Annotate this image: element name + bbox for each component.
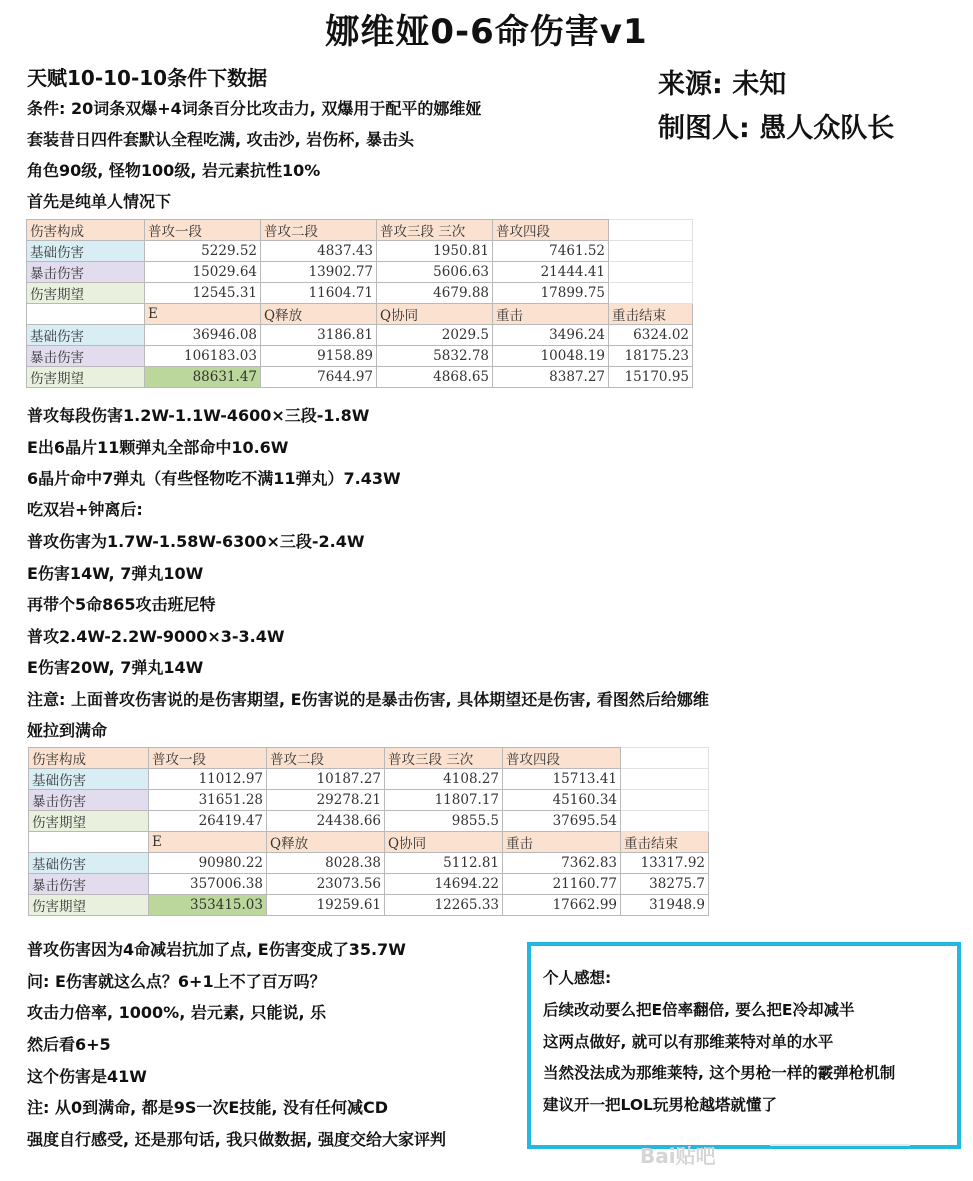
thoughts-line: 建议开一把LOL玩男枪越塔就懂了 [543,1096,777,1114]
conclusion-line: 普攻伤害因为4命减岩抗加了点, E伤害变成了35.7W [27,940,406,959]
table-cell: 90980.22 [149,853,267,874]
table-cell: 1950.81 [377,241,493,262]
row-label: 伤害期望 [27,367,145,388]
table-cell: 14694.22 [385,874,503,895]
table-row [29,853,709,874]
table-cell: 9158.89 [261,346,377,367]
table-cell: 21444.41 [493,262,609,283]
table-header-cell: 伤害构成 [29,748,149,769]
table-header-row [29,748,709,769]
table-row [27,241,693,262]
table-header-cell: Q释放 [267,832,385,853]
note-line: E伤害14W, 7弹丸10W [27,564,204,583]
table-header-cell: Q协同 [377,304,493,325]
table-cell: 5606.63 [377,262,493,283]
table-cell: 4679.88 [377,283,493,304]
table-row [27,283,693,304]
conclusion-line: 问: E伤害就这么点？6+1上不了百万吗？ [27,972,326,991]
table-header-cell: 普攻四段 [493,220,609,241]
table-cell: 4108.27 [385,769,503,790]
table-cell: 26419.47 [149,811,267,832]
table-row [29,769,709,790]
conclusion-line: 然后看6+5 [27,1035,111,1054]
table-header-cell: 普攻二段 [261,220,377,241]
table-header-cell: 普攻一段 [145,220,261,241]
table-cell: 4868.65 [377,367,493,388]
table-row [27,325,693,346]
table-cell: 11807.17 [385,790,503,811]
damage-table-c0 [26,219,693,388]
table-cell: 11012.97 [149,769,267,790]
row-label: 基础伤害 [29,769,149,790]
table-cell: 8387.27 [493,367,609,388]
table-cell: 9855.5 [385,811,503,832]
table-cell: 19259.61 [267,895,385,916]
table-header-cell: E [145,304,261,325]
table-cell: 13902.77 [261,262,377,283]
table-cell: 5832.78 [377,346,493,367]
row-label: 基础伤害 [27,325,145,346]
table-row [29,874,709,895]
table-cell: 11604.71 [261,283,377,304]
table-header-row [29,832,709,853]
table-header-cell: 普攻一段 [149,748,267,769]
note-line: 6晶片命中7弹丸（有些怪物吃不满11弹丸）7.43W [27,469,401,488]
note-line: E伤害20W, 7弹丸14W [27,658,204,677]
table-header-cell [27,304,145,325]
table-cell: 36946.08 [145,325,261,346]
table-cell: 12545.31 [145,283,261,304]
table-cell: 17662.99 [503,895,621,916]
table-cell: 29278.21 [267,790,385,811]
table-cell: 3496.24 [493,325,609,346]
thoughts-line: 当然没法成为那维莱特, 这个男枪一样的霰弹枪机制 [543,1064,896,1082]
table-row [29,790,709,811]
table-cell: 7644.97 [261,367,377,388]
table-cell: 15713.41 [503,769,621,790]
page-title: 娜维娅0-6命伤害v1 [325,12,648,52]
thoughts-heading: 个人感想: [543,969,612,987]
thoughts-line: 后续改动要么把E倍率翻倍, 要么把E冷却减半 [543,1001,855,1019]
table-header-row [27,304,693,325]
table-header-cell: 普攻三段 三次 [377,220,493,241]
intro-line: 套装昔日四件套默认全程吃满, 攻击沙, 岩伤杯, 暴击头 [27,130,414,149]
table-header-cell [29,832,149,853]
watermark-logo: Bai贴吧 [640,1144,716,1168]
table-header-cell: E [149,832,267,853]
table-header-cell: 重击结束 [609,304,693,325]
table-row [27,367,693,388]
note-line: 吃双岩+钟离后: [27,500,143,519]
table-cell: 38275.7 [621,874,709,895]
note-line: 普攻每段伤害1.2W-1.1W-4600×三段-1.8W [27,406,370,425]
table-cell: 31948.9 [621,895,709,916]
table-cell-highlight: 88631.47 [145,367,261,388]
table-row [27,262,693,283]
table-cell-highlight: 353415.03 [149,895,267,916]
note-line: 注意: 上面普攻伤害说的是伤害期望, E伤害说的是暴击伤害, 具体期望还是伤害, 看图然后给娜维 [27,690,709,709]
table-cell: 6324.02 [609,325,693,346]
personal-thoughts-box [527,942,961,1149]
author-line: 制图人: 愚人众队长 [658,113,895,144]
row-label: 伤害期望 [29,895,149,916]
row-label: 暴击伤害 [27,346,145,367]
conclusion-line: 注: 从0到满命, 都是9S一次E技能, 没有任何减CD [27,1098,389,1117]
table-cell: 18175.23 [609,346,693,367]
table-cell: 31651.28 [149,790,267,811]
table-cell: 24438.66 [267,811,385,832]
table-cell: 106183.03 [145,346,261,367]
table-cell: 13317.92 [621,853,709,874]
table-header-cell: 重击 [493,304,609,325]
row-label: 暴击伤害 [29,790,149,811]
row-label: 暴击伤害 [29,874,149,895]
note-line: 普攻2.4W-2.2W-9000×3-3.4W [27,627,285,646]
table-header-cell: 重击 [503,832,621,853]
table-cell: 8028.38 [267,853,385,874]
table-cell: 5229.52 [145,241,261,262]
row-label: 伤害期望 [29,811,149,832]
row-label: 伤害期望 [27,283,145,304]
table-header-row [27,220,693,241]
table-row [27,346,693,367]
conclusion-line: 这个伤害是41W [27,1067,147,1086]
table-row [29,811,709,832]
table-cell: 2029.5 [377,325,493,346]
table-cell: 7461.52 [493,241,609,262]
conclusion-line: 攻击力倍率, 1000%, 岩元素, 只能说, 乐 [27,1003,327,1022]
row-label: 基础伤害 [27,241,145,262]
table-header-cell: 伤害构成 [27,220,145,241]
note-line: E出6晶片11颗弹丸全部命中10.6W [27,438,289,457]
table-cell: 21160.77 [503,874,621,895]
note-line: 娅拉到满命 [27,721,108,740]
table-cell: 45160.34 [503,790,621,811]
damage-table-c6 [28,747,709,916]
table-header-cell: 重击结束 [621,832,709,853]
table-cell: 5112.81 [385,853,503,874]
table-cell: 10048.19 [493,346,609,367]
table-header-cell: Q协同 [385,832,503,853]
table-cell: 7362.83 [503,853,621,874]
table-header-cell: 普攻四段 [503,748,621,769]
table-header-cell: 普攻二段 [267,748,385,769]
table-cell: 37695.54 [503,811,621,832]
table-cell: 4837.43 [261,241,377,262]
table-header-cell: 普攻三段 三次 [385,748,503,769]
intro-line: 角色90级, 怪物100级, 岩元素抗性10% [27,161,321,180]
table-cell: 15029.64 [145,262,261,283]
intro-line: 条件: 20词条双爆+4词条百分比攻击力, 双爆用于配平的娜维娅 [27,99,482,118]
table-cell: 12265.33 [385,895,503,916]
table-cell: 23073.56 [267,874,385,895]
note-line: 再带个5命865攻击班尼特 [27,595,216,614]
subtitle: 天赋10-10-10条件下数据 [27,66,268,90]
watermark-decoration [770,1144,910,1158]
source-line: 来源: 未知 [658,69,787,100]
row-label: 暴击伤害 [27,262,145,283]
table-cell: 10187.27 [267,769,385,790]
table-cell: 3186.81 [261,325,377,346]
table-cell: 17899.75 [493,283,609,304]
table-header-cell: Q释放 [261,304,377,325]
thoughts-line: 这两点做好, 就可以有那维莱特对单的水平 [543,1033,834,1051]
row-label: 基础伤害 [29,853,149,874]
table-cell: 357006.38 [149,874,267,895]
table-row [29,895,709,916]
intro-line: 首先是纯单人情况下 [27,192,172,211]
note-line: 普攻伤害为1.7W-1.58W-6300×三段-2.4W [27,532,365,551]
conclusion-line: 强度自行感受, 还是那句话, 我只做数据, 强度交给大家评判 [27,1130,446,1149]
table-cell: 15170.95 [609,367,693,388]
